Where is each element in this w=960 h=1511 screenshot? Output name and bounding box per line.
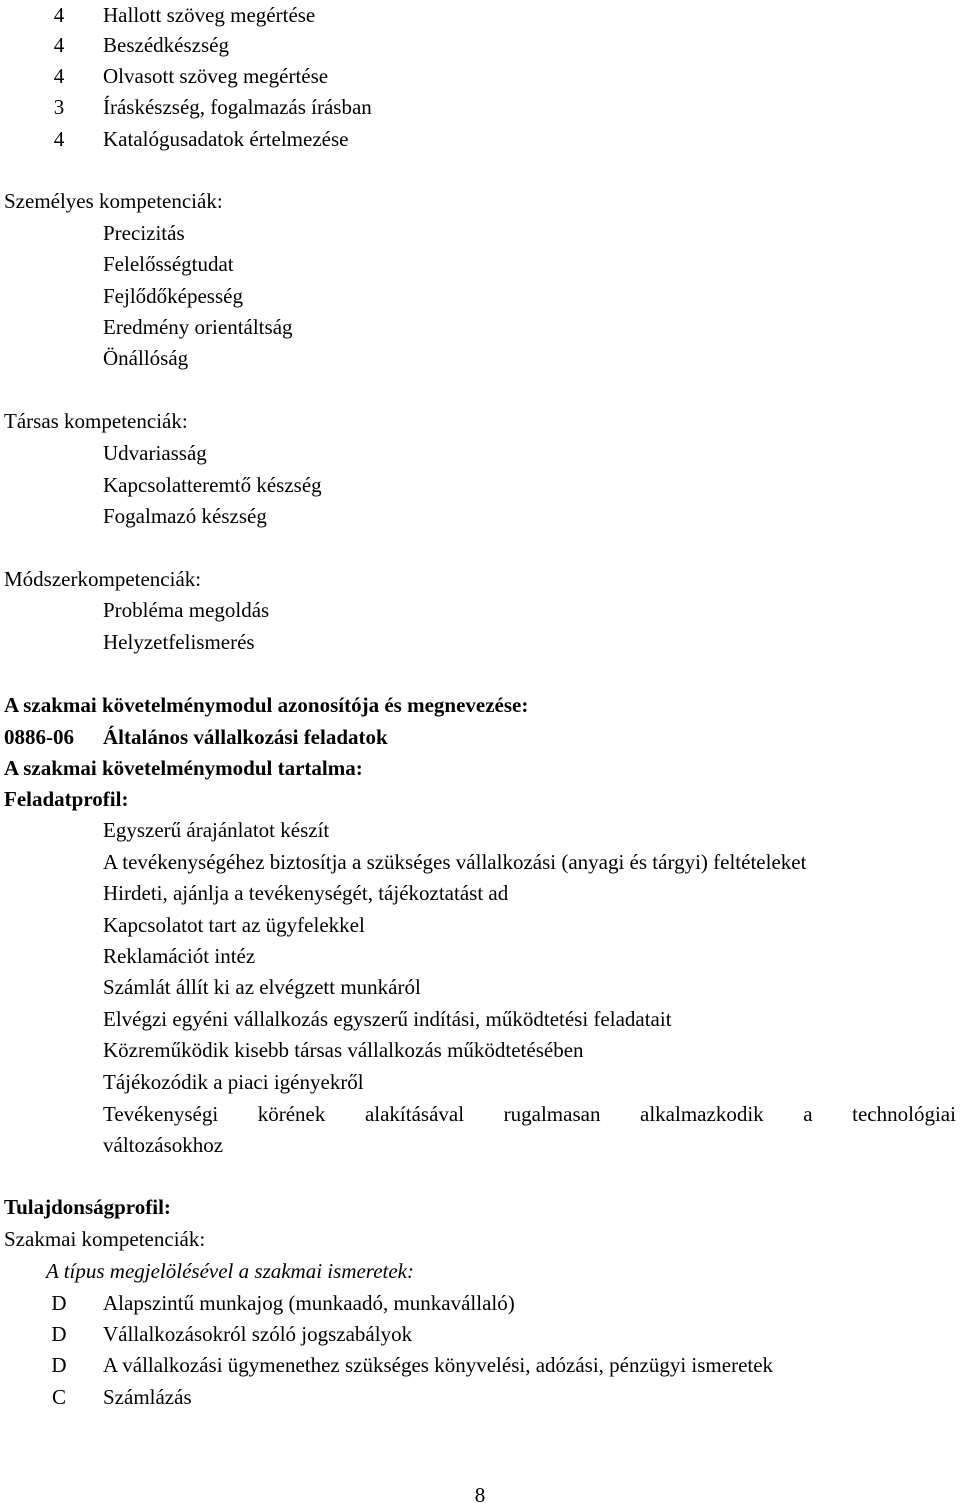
item-text: Közreműködik kisebb társas vállalkozás működtetésében [103, 1038, 584, 1062]
list-item [0, 343, 960, 374]
item-text: A tevékenységéhez biztosítja a szükséges vállalkozási (anyagi és tárgyi) feltételeket [103, 850, 807, 874]
item-text: Íráskészség, fogalmazás írásban [103, 95, 372, 119]
list-item [0, 1319, 960, 1350]
item-text: Beszédkészség [103, 33, 229, 57]
list-item [0, 1004, 960, 1035]
level-mark: D [51, 1322, 67, 1346]
list-item [0, 1099, 960, 1130]
item-text: Tájékozódik a piaci igényekről [103, 1070, 364, 1094]
page-number: 8 [474, 1483, 486, 1507]
list-item [0, 910, 960, 941]
level-mark: D [51, 1291, 67, 1315]
level-mark: 3 [53, 95, 65, 119]
item-text: Hirdeti, ajánlja a tevékenységét, tájékoztatást ad [103, 881, 509, 905]
item-text: Helyzetfelismerés [103, 630, 255, 654]
module-content-heading [0, 753, 960, 784]
word: alkalmazkodik [640, 1102, 764, 1126]
item-text: Fejlődőképesség [103, 284, 243, 308]
level-mark: 4 [53, 33, 65, 57]
word: rugalmasan [503, 1102, 601, 1126]
list-item [0, 92, 960, 123]
word: Tevékenységi [103, 1102, 219, 1126]
section-heading-personal [0, 186, 960, 217]
item-text: A vállalkozási ügymenethez szükséges könyvelési, adózási, pénzügyi ismeretek [103, 1353, 774, 1377]
module-id-heading [0, 690, 960, 721]
list-item [0, 281, 960, 312]
item-text: Kapcsolatteremtő készség [103, 473, 322, 497]
list-item [0, 847, 960, 878]
property-profile-heading [0, 1192, 960, 1223]
list-item [0, 627, 960, 658]
item-text: Eredmény orientáltság [103, 315, 293, 339]
level-mark: D [51, 1353, 67, 1377]
item-text: Fogalmazó készség [103, 504, 267, 528]
list-item [0, 1035, 960, 1066]
section-heading-method [0, 564, 960, 595]
item-text: Udvariasság [103, 441, 207, 465]
list-item-continuation [0, 1130, 960, 1161]
item-text: Felelősségtudat [103, 252, 234, 276]
list-item [0, 30, 960, 61]
module-code: 0886-06 [4, 725, 74, 749]
list-item [0, 61, 960, 92]
item-text: Számlázás [103, 1385, 192, 1409]
item-text: változásokhoz [103, 1133, 224, 1157]
list-item [0, 124, 960, 155]
word: a [803, 1102, 813, 1126]
item-text: Alapszintű munkajog (munkaadó, munkavállaló) [103, 1291, 515, 1315]
item-text: Katalógusadatok értelmezése [103, 127, 349, 151]
item-text: Kapcsolatot tart az ügyfelekkel [103, 913, 365, 937]
list-item [0, 972, 960, 1003]
list-item [0, 1288, 960, 1319]
list-item [0, 470, 960, 501]
note-text: A típus megjelölésével a szakmai ismeretek: [46, 1259, 414, 1283]
list-item [0, 595, 960, 626]
heading-text: Személyes kompetenciák: [4, 189, 223, 213]
item-text: Elvégzi egyéni vállalkozás egyszerű indítási, működtetési feladatait [103, 1007, 672, 1031]
type-note [0, 1256, 960, 1287]
item-text: Precizitás [103, 221, 185, 245]
heading-text: A szakmai követelménymodul azonosítója és megnevezése: [4, 693, 529, 717]
list-item [0, 1350, 960, 1381]
list-item [0, 218, 960, 249]
module-code-line [0, 722, 960, 753]
word: körének [257, 1102, 326, 1126]
list-item [0, 501, 960, 532]
list-item [0, 1382, 960, 1413]
heading-text: Társas kompetenciák: [4, 409, 188, 433]
item-text: Egyszerű árajánlatot készít [103, 818, 330, 842]
professional-competences-heading [0, 1224, 960, 1255]
list-item [0, 312, 960, 343]
item-text: Önállóság [103, 346, 189, 370]
section-heading-social [0, 406, 960, 437]
word: alakításával [364, 1102, 465, 1126]
list-item [0, 1067, 960, 1098]
item-text: Reklamációt intéz [103, 944, 256, 968]
level-mark: C [51, 1385, 66, 1409]
item-text: Olvasott szöveg megértése [103, 64, 329, 88]
item-text: Probléma megoldás [103, 598, 270, 622]
level-mark: 4 [53, 64, 65, 88]
list-item [0, 815, 960, 846]
item-text-justified [103, 1099, 956, 1130]
item-text: Számlát állít ki az elvégzett munkáról [103, 975, 421, 999]
module-name: Általános vállalkozási feladatok [103, 725, 388, 749]
heading-text: A szakmai követelménymodul tartalma: [4, 756, 363, 780]
level-mark: 4 [53, 3, 65, 27]
list-item [0, 249, 960, 280]
list-item [0, 941, 960, 972]
list-item [0, 878, 960, 909]
list-item [0, 438, 960, 469]
item-text: Vállalkozásokról szóló jogszabályok [103, 1322, 413, 1346]
item-text: Hallott szöveg megértése [103, 3, 316, 27]
task-profile-heading [0, 784, 960, 815]
heading-text: Módszerkompetenciák: [4, 567, 202, 591]
word: technológiai [852, 1102, 956, 1126]
heading-text: Tulajdonságprofil: [4, 1195, 171, 1219]
heading-text: Szakmai kompetenciák: [4, 1227, 206, 1251]
list-item [0, 0, 960, 31]
heading-text: Feladatprofil: [4, 787, 129, 811]
level-mark: 4 [53, 127, 65, 151]
